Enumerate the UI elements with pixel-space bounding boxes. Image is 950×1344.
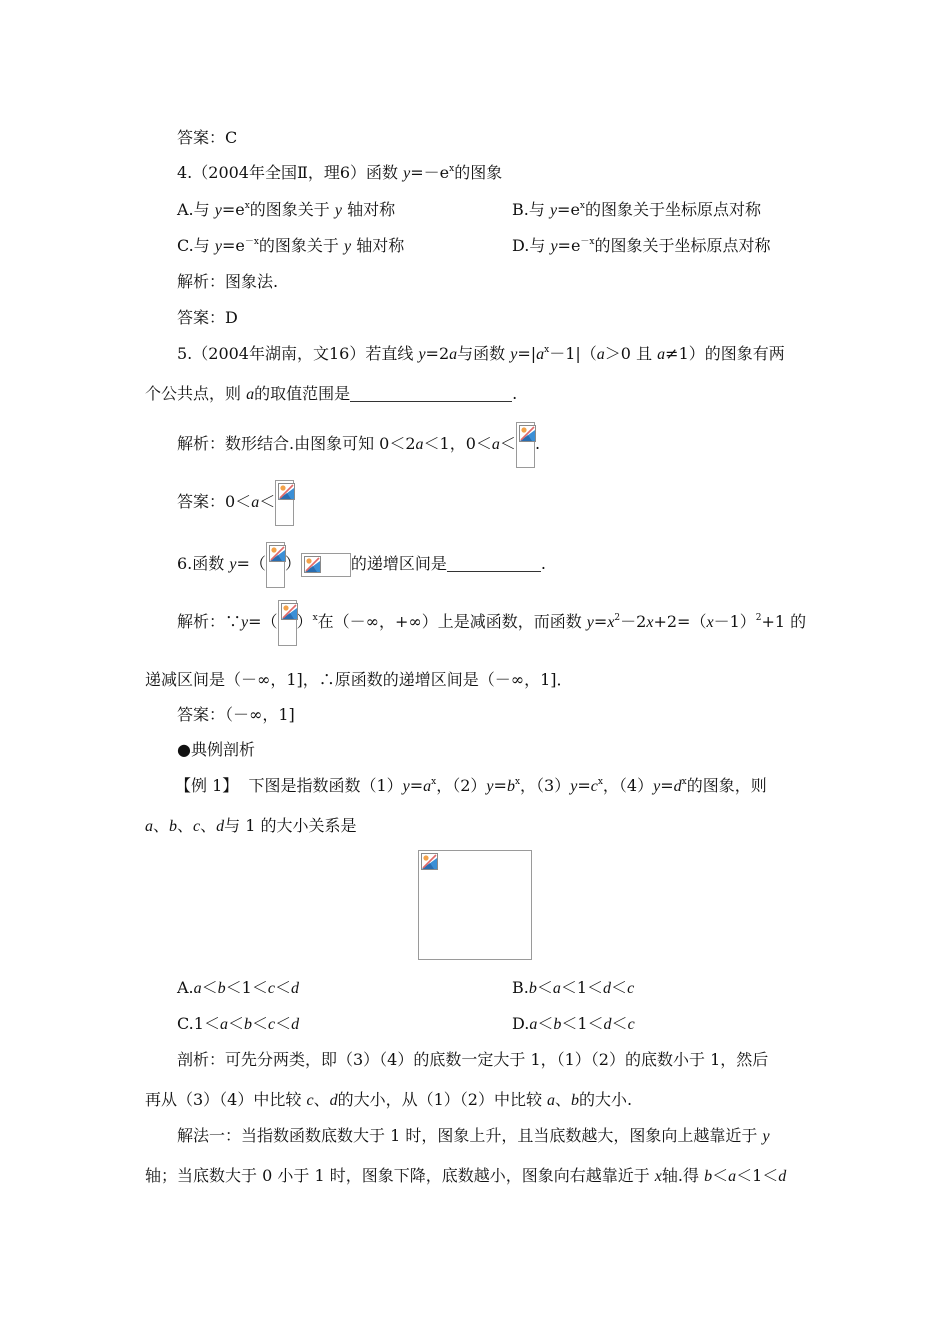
analysis-line: 解析：图象法. xyxy=(177,272,279,291)
analysis-line: 解析：∵y=（ ）$^x$在（－∞，+∞）上是减函数，而函数 $y=x^2-2x+2=(x-1)^2+1$ 的 xyxy=(177,598,806,646)
option-a: A.a＜b＜1＜c＜d xyxy=(177,978,299,997)
question-5-line2: 个公共点，则 a的取值范围是 . xyxy=(145,384,518,403)
answer-line: 答案：0＜a＜ xyxy=(177,478,294,526)
formula-image xyxy=(516,422,535,468)
formula-image xyxy=(275,480,294,526)
question-5: 5.（2004年湖南，文16）若直线 y=2a与函数 $y=|a^x-1|(a>0$ 且 a≠1）的图象有两 xyxy=(177,344,785,363)
example-1-line2: a、b、c、d与 1 的大小关系是 xyxy=(145,816,357,835)
formula-image xyxy=(266,542,285,588)
formula-image xyxy=(278,600,297,646)
question-4: 4.（2004年全国Ⅱ，理6）函数 $y=-e^x$的图象 xyxy=(177,163,503,182)
answer-text: 答案：C xyxy=(177,128,238,147)
option-a: A.与 $y=e^x$的图象关于 y 轴对称 xyxy=(177,200,396,219)
example-1: 【例 1】 下图是指数函数$(1)y=a^x$，$(2)y=b^x$，$(3)y=c^x$，$(4)y=d^x$的图象，则 xyxy=(175,776,767,795)
answer-line xyxy=(177,128,237,148)
option-b: B.b＜a＜1＜d＜c xyxy=(512,978,635,997)
broken-image-icon xyxy=(278,483,295,500)
analysis-line2: 递减区间是（－∞，1]，∴原函数的递增区间是（－∞，1]． xyxy=(145,670,573,689)
broken-image-icon xyxy=(421,853,438,870)
broken-image-icon xyxy=(269,545,286,562)
answer-line: 答案：D xyxy=(177,308,238,327)
bullet-icon: ● xyxy=(177,740,191,759)
answer-line: 答案：（－∞，1] xyxy=(177,705,295,724)
option-c: C.1＜a＜b＜c＜d xyxy=(177,1014,300,1033)
question-6: 6.函数 y=（ ） 的递增区间是 . xyxy=(177,540,546,588)
answer-blank xyxy=(447,555,541,572)
analysis-line: 解析：数形结合.由图象可知 0＜2a＜1，0＜a＜ . xyxy=(177,420,540,468)
broken-image-icon xyxy=(519,425,536,442)
analysis-line2: 再从（3）（4）中比较 c、d的大小，从（1）（2）中比较 a、b的大小. xyxy=(145,1090,633,1109)
solution-line2: 轴；当底数大于 0 小于 1 时，图象下降，底数越小，图象向右越靠近于 x轴.得 b＜a＜1＜d xyxy=(145,1166,787,1185)
answer-blank xyxy=(350,385,512,402)
option-d: D.a＜b＜1＜d＜c xyxy=(512,1014,635,1033)
option-b: B.与 $y=e^x$的图象关于坐标原点对称 xyxy=(512,200,762,219)
section-heading: ●典例剖析 xyxy=(177,740,255,759)
option-c: C.与 $y=e^{-x}$的图象关于 y 轴对称 xyxy=(177,236,405,255)
analysis-line: 剖析：可先分两类，即（3）（4）的底数一定大于 1，（1）（2）的底数小于 1，然后 xyxy=(177,1050,769,1069)
broken-image-icon xyxy=(304,556,321,573)
formula-image xyxy=(301,553,351,577)
option-d: D.与 $y=e^{-x}$的图象关于坐标原点对称 xyxy=(512,236,771,255)
figure-image xyxy=(418,850,532,960)
broken-image-icon xyxy=(281,603,298,620)
solution-line: 解法一：当指数函数底数大于 1 时，图象上升，且当底数越大，图象向上越靠近于 y xyxy=(177,1126,770,1145)
